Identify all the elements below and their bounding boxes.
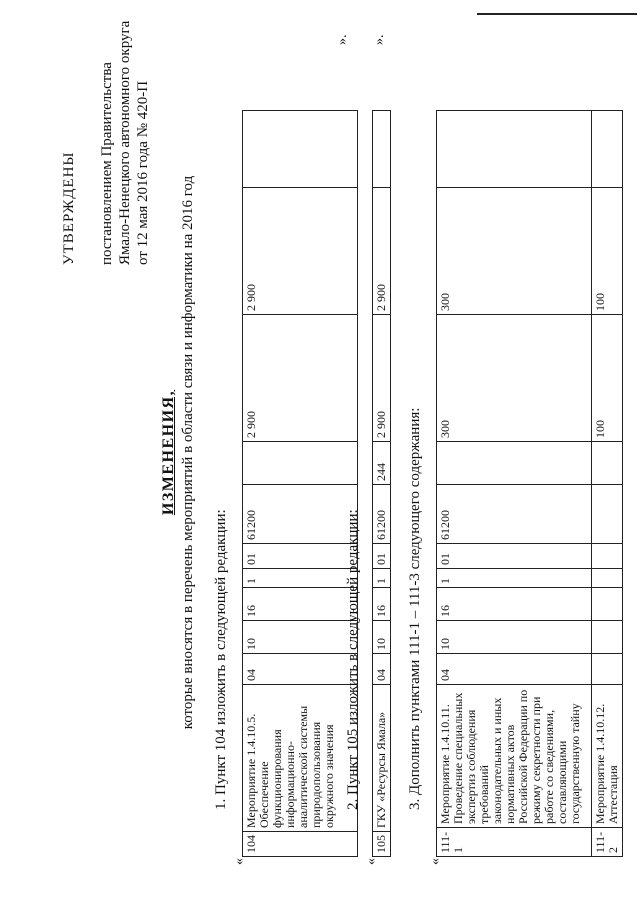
cell-c7 (592, 442, 623, 485)
cell-c10 (592, 111, 623, 188)
cell-c4: 1 (437, 569, 592, 588)
section-2-table (372, 110, 391, 857)
section-1-heading: 1. Пункт 104 изложить в следующей редакции: (213, 509, 229, 810)
cell-c5: 01 (437, 544, 592, 569)
cell-c8: 100 (592, 315, 623, 442)
approval-word: УТВЕРЖДЕНЫ (61, 151, 77, 265)
cell-c8: 300 (437, 315, 592, 442)
section-2-close-quote: ». (372, 34, 387, 45)
cell-c7 (243, 442, 358, 485)
cell-name: ГКУ «Ресурсы Ямала» (373, 685, 391, 832)
cell-c1 (592, 654, 623, 685)
document-subtitle: которые вносятся в перечень мероприятий в области связи и информатики на 2016 год (180, 175, 196, 730)
page-edge-line (477, 13, 637, 15)
table-row (592, 111, 623, 857)
approval-line-1: постановлением Правительства (99, 62, 115, 265)
table-row (243, 111, 358, 857)
cell-c5 (592, 544, 623, 569)
cell-num: 104 (243, 832, 358, 857)
cell-c4: 1 (373, 569, 391, 588)
cell-name: Мероприятие 1.4.10.5. Обеспечение функционирования информационно-аналитической системы природопользования окружного значения (243, 685, 358, 832)
document-title: ИЗМЕНЕНИЯ, (160, 389, 177, 516)
cell-c2 (592, 621, 623, 654)
cell-c9: 2 900 (373, 188, 391, 315)
cell-c2: 10 (243, 621, 358, 654)
cell-name: Мероприятие 1.4.10.11. Проведение специальных экспертиз соблюдения требований законодательных и иных нормативных актов Российской Федерации по режиму секретности при работе со сведениями, составляющими государственную тайну (437, 685, 592, 828)
cell-num: 105 (373, 832, 391, 857)
cell-c6: 61200 (243, 485, 358, 544)
cell-c4 (592, 569, 623, 588)
cell-c10 (373, 111, 391, 188)
cell-c2: 10 (437, 621, 592, 654)
cell-c3 (592, 588, 623, 621)
cell-c8: 2 900 (373, 315, 391, 442)
cell-c3: 16 (437, 588, 592, 621)
section-1-close-quote: ». (335, 34, 350, 45)
section-3-open-quote: « (428, 858, 443, 865)
cell-c3: 16 (373, 588, 391, 621)
cell-c9: 2 900 (243, 188, 358, 315)
cell-c10 (437, 111, 592, 188)
cell-c6 (592, 485, 623, 544)
cell-c10 (243, 111, 358, 188)
section-2-heading: 2. Пункт 105 изложить в следующей редакции: (345, 509, 361, 810)
cell-num: 111-2 (592, 828, 623, 857)
cell-c1: 04 (243, 654, 358, 685)
cell-c1: 04 (437, 654, 592, 685)
section-2-open-quote: « (364, 858, 379, 865)
approval-line-2: Ямало-Ненецкого автономного округа (117, 20, 133, 265)
approval-block (60, 5, 152, 265)
cell-c2: 10 (373, 621, 391, 654)
cell-c5: 01 (243, 544, 358, 569)
section-3-table (436, 110, 623, 857)
cell-c6: 61200 (437, 485, 592, 544)
cell-c9: 300 (437, 188, 592, 315)
cell-c1: 04 (373, 654, 391, 685)
table-row (437, 111, 592, 857)
cell-c9: 100 (592, 188, 623, 315)
cell-name: Мероприятие 1.4.10.12. Аттестация (592, 685, 623, 828)
section-1-table (242, 110, 358, 857)
approval-line-3: от 12 мая 2016 года № 420-П (135, 80, 151, 265)
table-row (373, 111, 391, 857)
cell-c8: 2 900 (243, 315, 358, 442)
cell-c3: 16 (243, 588, 358, 621)
cell-num: 111-1 (437, 828, 592, 857)
cell-c7 (437, 442, 592, 485)
section-3-heading: 3. Дополнить пунктами 111-1 – 111-3 следующего содержания: (407, 407, 423, 810)
cell-c6: 61200 (373, 485, 391, 544)
section-1-open-quote: « (232, 858, 247, 865)
cell-c7: 244 (373, 442, 391, 485)
cell-c5: 01 (373, 544, 391, 569)
cell-c4: 1 (243, 569, 358, 588)
